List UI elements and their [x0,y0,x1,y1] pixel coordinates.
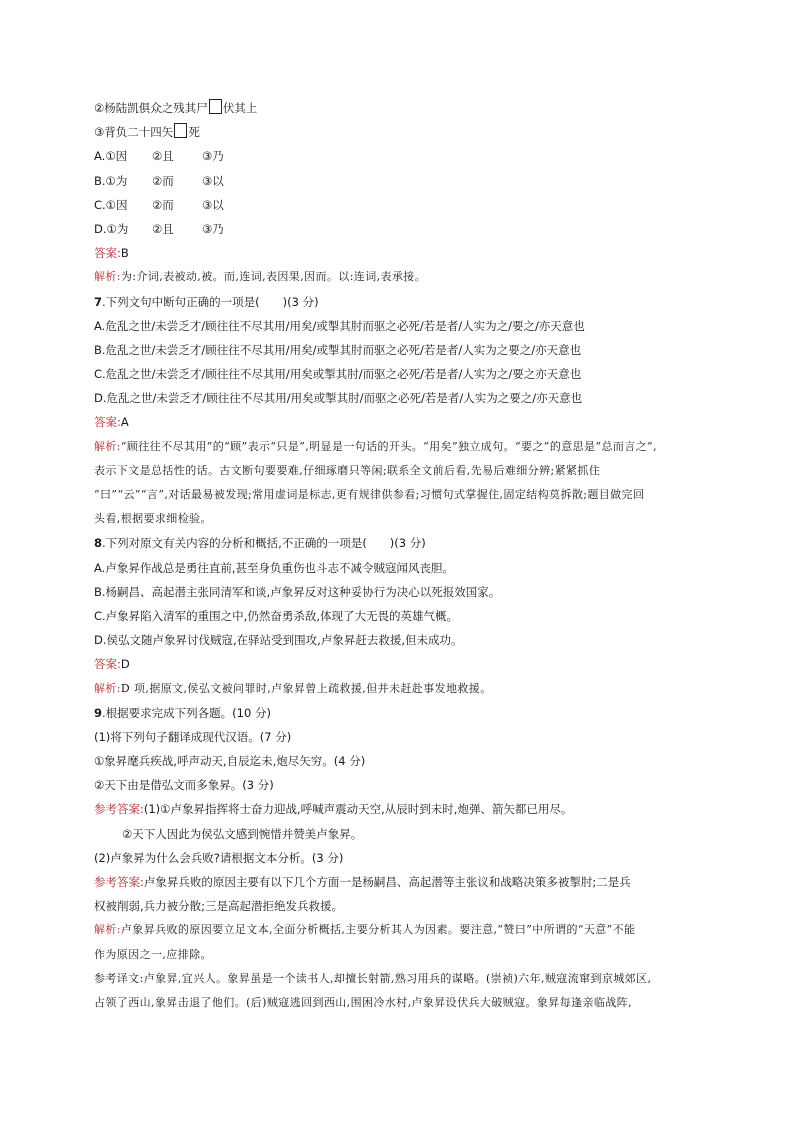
q8-analysis: 解析:D 项,据原文,侯弘文被问罪时,卢象昇曾上疏救援,但并未赶赴事发地救援。 [94,681,492,695]
q6-item-2: ②杨陆凯俱众之残其尸 伏其上 [94,101,258,115]
q6-option-d: D.①为 ②且 ③乃 [94,221,224,236]
q8-option-d: D.侯弘文随卢象昇讨伐贼寇,在驿站受到围攻,卢象昇赶去救援,但未成功。 [94,633,463,648]
q6-item-3: ③背负二十四矢 死 [94,125,200,140]
q8-option-a: A.卢象昇作战总是勇往直前,甚至身负重伤也斗志不减令贼寇闻风丧胆。 [94,560,454,575]
q9-sub1: (1)将下列句子翻译成现代汉语。(7 分) [94,729,292,744]
q7-answer: 答案:A [94,415,129,430]
q7-option-d: D.危乱之世/未尝乏才/顾往往不尽其用/用矣或掣其肘/而驱之必死/若是者/人实为之要之/亦天意也 [94,391,583,406]
q6-option-a: A.①因 ②且 ③乃 [94,149,224,164]
q6-option-c: C.①因 ②而 ③以 [94,197,224,212]
q9-sub2: (2)卢象昇为什么会兵败?请根据文本分析。(3 分) [94,850,344,865]
q9-translation-cont: 占领了西山,象昇击退了他们。(后)贼寇逃回到西山,围困冷水村,卢象昇设伏兵大破贼寇。象昇每逢亲临战阵, [94,995,632,1009]
q7-option-a: A.危乱之世/未尝乏才/顾往往不尽其用/用矣/或掣其肘而驱之必死/若是者/人实为之/要之/亦天意也 [94,318,585,333]
q6-answer: 答案:B [94,246,129,261]
q9-sentence-2: ②天下由是借弘文而多象昇。(3 分) [94,778,274,793]
q9-reference-answer-3: 参考答案:卢象昇兵败的原因主要有以下几个方面一是杨嗣昌、高起潜等主张议和战略决策多被掣肘;二是兵 [94,875,631,889]
q7-option-c: C.危乱之世/未尝乏才/顾往往不尽其用/用矣或掣其肘/而驱之必死/若是者/人实为之/要之亦天意也 [94,367,582,382]
q6-analysis: 解析:为:介词,表被动,被。而,连词,表因果,因而。以:连词,表承接。 [94,270,427,284]
q7-analysis-line: “曰”“云”“言”,对话最易被发现;常用虚词是标志,更有规律供参看;习惯句式掌握住,固定结构莫拆散;题目做完回 [94,488,645,501]
blank-box [174,123,187,138]
q8-option-b: B.杨嗣昌、高起潜主张同清军和谈,卢象昇反对这种妥协行为决心以死报效国家。 [94,584,501,599]
q9-analysis: 解析:卢象昇兵败的原因要立足文本,全面分析概括,主要分析其人为因素。要注意,“赞曰”中所谓的“天意”不能 [94,923,636,937]
q9-analysis-cont: 作为原因之一,应排除。 [94,947,212,961]
q9-reference-answer-3-cont: 权被削弱,兵力被分散;三是高起潜拒绝发兵救援。 [94,899,344,914]
q6-option-b: B.①为 ②而 ③以 [94,173,224,188]
q8-option-c: C.卢象昇陷入清军的重围之中,仍然奋勇杀敌,体现了大无畏的英雄气概。 [94,608,458,623]
q9-stem: 9.根据要求完成下列各题。(10 分) [94,705,271,720]
q8-answer: 答案:D [94,657,130,672]
q9-sentence-1: ①象昇麾兵疾战,呼声动天,自辰迄未,炮尽矢穷。(4 分) [94,754,366,769]
document-page [94,96,714,1015]
q9-reference-answer-1: 参考答案:(1)①卢象昇指挥将士奋力迎战,呼喊声震动天空,从辰时到未时,炮弹、箭矢都已用尽。 [94,802,573,817]
q9-translation: 参考译文:卢象昇,宜兴人。象昇虽是一个读书人,却擅长射箭,熟习用兵的谋略。(崇祯)六年,贼寇流窜到京城郊区, [94,971,652,985]
q7-analysis-line: 头看,根据要求细检验。 [94,512,212,526]
q7-stem: 7.下列文句中断句正确的一项是( )(3 分) [94,294,319,309]
q9-reference-answer-2: ②天下人因此为侯弘文感到惋惜并赞美卢象昇。 [122,826,363,841]
q7-option-b: B.危乱之世/未尝乏才/顾往往不尽其用/用矣/或掣其肘而驱之必死/若是者/人实为之要之/亦天意也 [94,342,582,357]
q7-analysis-line: 解析:“顾往往不尽其用”的“顾”表示“只是”,明显是一句话的开头。“用矣”独立成句。“要之”的意思是“总而言之”, [94,439,657,453]
q8-stem: 8.下列对原文有关内容的分析和概括,不正确的一项是( )(3 分) [94,536,426,551]
blank-box [209,99,222,114]
q7-analysis-line: 表示下文是总括性的话。古文断句要要难,仔细琢磨只等闲;联系全文前后看,先易后难细分辨;紧紧抓住 [94,463,601,477]
